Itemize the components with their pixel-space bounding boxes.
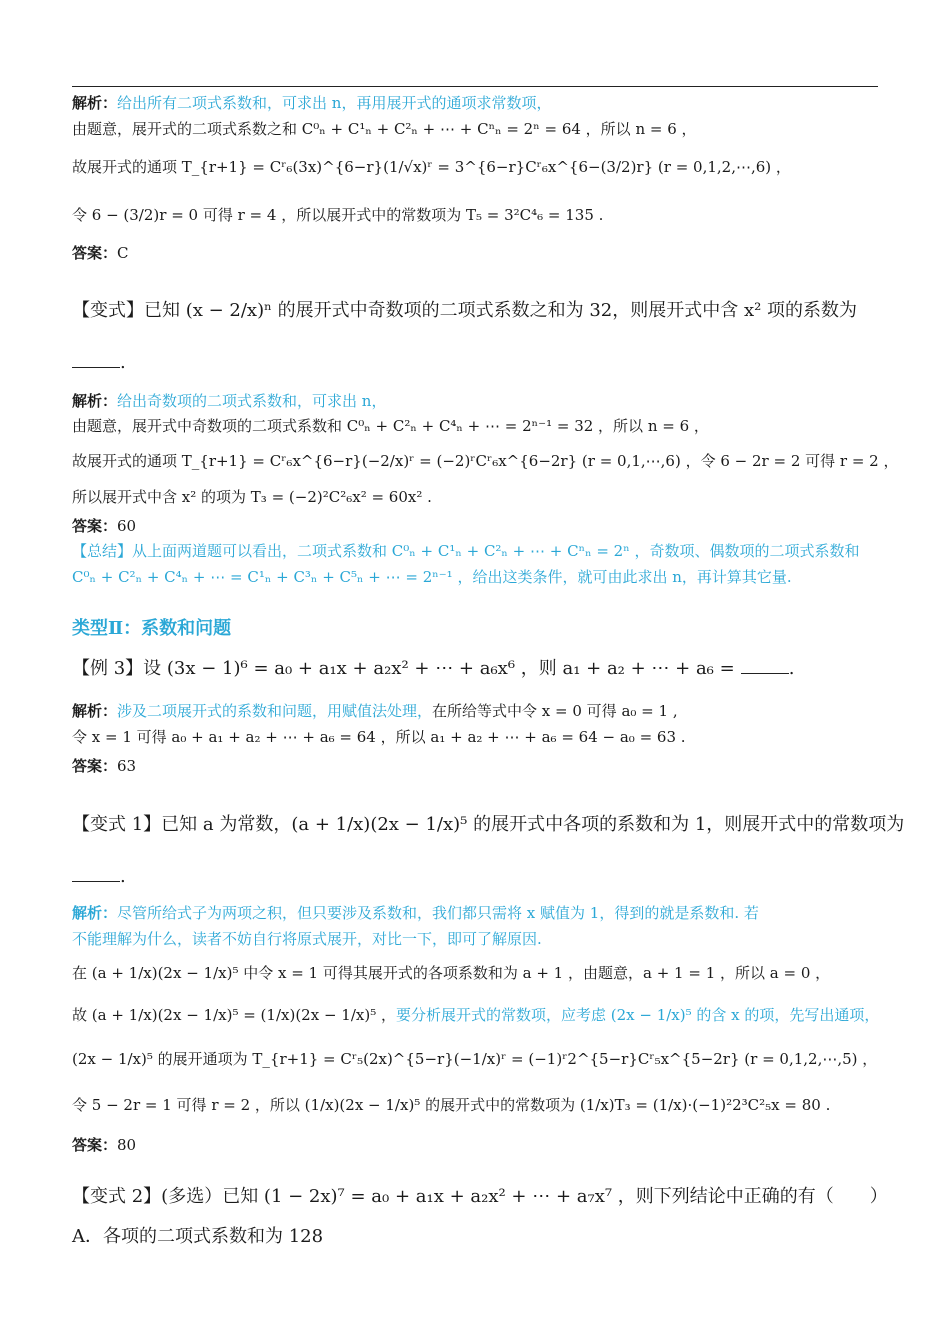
answer-blank (741, 659, 789, 674)
text-line-l02 (72, 118, 697, 140)
line-text: 在 (a + 1/x)(2x − 1/x)⁵ 中令 x = 1 可得其展开式的各项系数和为 a + 1 ，由题意，a + 1 = 1 ，所以 a = 0 ， (72, 964, 831, 982)
line-label: 解析： (72, 94, 118, 112)
text-line-l23 (72, 928, 542, 950)
text-line-l24 (72, 962, 830, 984)
text-line-l21 (72, 866, 126, 888)
text-line-l29 (72, 1186, 888, 1208)
line-text: 尽管所给式子为两项之积，但只要涉及系数和，我们都只需将 x 赋值为 1，得到的就是系数和. 若 (117, 904, 759, 922)
line-label: 答案： (72, 244, 118, 262)
line-text: 所以展开式中含 x² 的项为 T₃ = (−2)²C²₆x² = 60x² . (72, 488, 432, 506)
text-line-l26 (72, 1048, 877, 1070)
line-text: 故展开式的通项 T_{r+1} = Cʳ₆x^{6−r}(−2/x)ʳ = (−2)ʳCʳ₆x^{6−2r} (r = 0,1,⋯,6) ，令 6 − 2r = 2 可得 r = 2 ， (72, 452, 899, 470)
text-line-l16 (72, 658, 794, 680)
line-text: 不能理解为什么，读者不妨自行将原式展开，对比一下，即可了解原因. (72, 930, 542, 948)
text-line-l12 (72, 515, 136, 537)
line-text: . (120, 866, 126, 887)
line-label: 答案： (72, 517, 118, 535)
text-line-l27 (72, 1094, 830, 1116)
line-text: C⁰ₙ + C²ₙ + C⁴ₙ + ⋯ = C¹ₙ + C³ₙ + C⁵ₙ + ⋯ = 2ⁿ⁻¹ ，给出这类条件，就可由此求出 n，再计算其它量. (72, 568, 792, 586)
text-line-l19 (72, 755, 136, 777)
text-line-l07 (72, 352, 126, 374)
line-text: C (117, 244, 129, 262)
text-line-l22 (72, 902, 759, 924)
line-text: 令 5 − 2r = 1 可得 r = 2 ，所以 (1/x)(2x − 1/x)⁵ 的展开式中的常数项为 (1/x)T₃ = (1/x)·(−1)²2³C²₅x = 80 . (72, 1096, 831, 1114)
text-line-l28 (72, 1134, 136, 1156)
line-text: 故 (a + 1/x)(2x − 1/x)⁵ = (1/x)(2x − 1/x)⁵ ， (72, 1006, 396, 1024)
line-text: 【变式 2】(多选）已知 (1 − 2x)⁷ = a₀ + a₁x + a₂x² + ⋯ + a₇x⁷ ，则下列结论中正确的有（ ） (72, 1186, 888, 1207)
line-text: 63 (117, 757, 137, 775)
text-line-l03 (72, 156, 791, 178)
line-text: 80 (117, 1136, 137, 1154)
line-text: 给出奇数项的二项式系数和，可求出 n， (117, 392, 387, 410)
line-text: 【总结】从上面两道题可以看出，二项式系数和 C⁰ₙ + C¹ₙ + C²ₙ + ⋯ + Cⁿₙ = 2ⁿ ，奇数项、偶数项的二项式系数和 (72, 542, 860, 560)
line-text: 【变式 1】已知 a 为常数，(a + 1/x)(2x − 1/x)⁵ 的展开式中各项的系数和为 1，则展开式中的常数项为 (72, 814, 905, 835)
text-line-l11 (72, 486, 432, 508)
line-text: 【例 3】设 (3x − 1)⁶ = a₀ + a₁x + a₂x² + ⋯ + a₆x⁶ ，则 a₁ + a₂ + ⋯ + a₆ = (72, 658, 735, 679)
answer-blank (72, 867, 120, 882)
line-label: 解析： (72, 702, 118, 720)
text-line-l08 (72, 390, 386, 412)
text-line-l30 (72, 1226, 323, 1248)
text-line-l01 (72, 92, 551, 114)
line-text: (2x − 1/x)⁵ 的展开通项为 T_{r+1} = Cʳ₅(2x)^{5−r}(−1/x)ʳ = (−1)ʳ2^{5−r}Cʳ₅x^{5−2r} (r = 0,1,2,⋯,5) ， (72, 1050, 878, 1068)
line-label: 解析： (72, 392, 118, 410)
text-line-l14 (72, 566, 792, 588)
line-label: 解析： (72, 904, 118, 922)
line-text: 【变式】已知 (x − 2/x)ⁿ 的展开式中奇数项的二项式系数之和为 32，则展开式中含 x² 项的系数为 (72, 300, 858, 321)
line-text: A．各项的二项式系数和为 128 (72, 1226, 324, 1247)
line-text: 60 (117, 517, 137, 535)
answer-blank (72, 353, 120, 368)
text-line-l13 (72, 540, 860, 562)
line-text: 由题意，展开式的二项式系数之和 C⁰ₙ + C¹ₙ + C²ₙ + ⋯ + Cⁿₙ = 2ⁿ = 64 ，所以 n = 6 ， (72, 120, 697, 138)
text-line-l06 (72, 300, 857, 322)
text-line-l18 (72, 726, 686, 748)
text-line-l04 (72, 204, 603, 226)
line-text: 故展开式的通项 T_{r+1} = Cʳ₆(3x)^{6−r}(1/√x)ʳ = 3^{6−r}Cʳ₆x^{6−(3/2)r} (r = 0,1,2,⋯,6) ， (72, 158, 791, 176)
line-text: 由题意，展开式中奇数项的二项式系数和 C⁰ₙ + C²ₙ + C⁴ₙ + ⋯ = 2ⁿ⁻¹ = 32 ，所以 n = 6 ， (72, 417, 709, 435)
text-line-l09 (72, 415, 709, 437)
text-line-l17 (72, 700, 678, 722)
line-text: 给出所有二项式系数和，可求出 n，再用展开式的通项求常数项， (117, 94, 552, 112)
text-line-l25 (72, 1004, 879, 1026)
line-text: 类型Ⅱ：系数和问题 (72, 618, 232, 639)
text-line-l05 (72, 242, 129, 264)
line-text: 令 x = 1 可得 a₀ + a₁ + a₂ + ⋯ + a₆ = 64 ，所以 a₁ + a₂ + ⋯ + a₆ = 64 − a₀ = 63 . (72, 728, 686, 746)
line-note: 要分析展开式的常数项，应考虑 (2x − 1/x)⁵ 的含 x 的项，先写出通项， (395, 1006, 880, 1024)
line-text: 涉及二项展开式的系数和问题，用赋值法处理， (117, 702, 433, 720)
line-suffix: 在所给等式中令 x = 0 可得 a₀ = 1 , (432, 702, 678, 720)
text-line-l15 (72, 618, 231, 640)
line-label: 答案： (72, 1136, 118, 1154)
line-label: 答案： (72, 757, 118, 775)
line-text: . (120, 352, 126, 373)
text-line-l20 (72, 814, 904, 836)
header-rule (72, 86, 878, 87)
blank-punct: . (788, 658, 795, 679)
text-line-l10 (72, 450, 899, 472)
line-text: 令 6 − (3/2)r = 0 可得 r = 4 ，所以展开式中的常数项为 T₅ = 3²C⁴₆ = 135 . (72, 206, 604, 224)
